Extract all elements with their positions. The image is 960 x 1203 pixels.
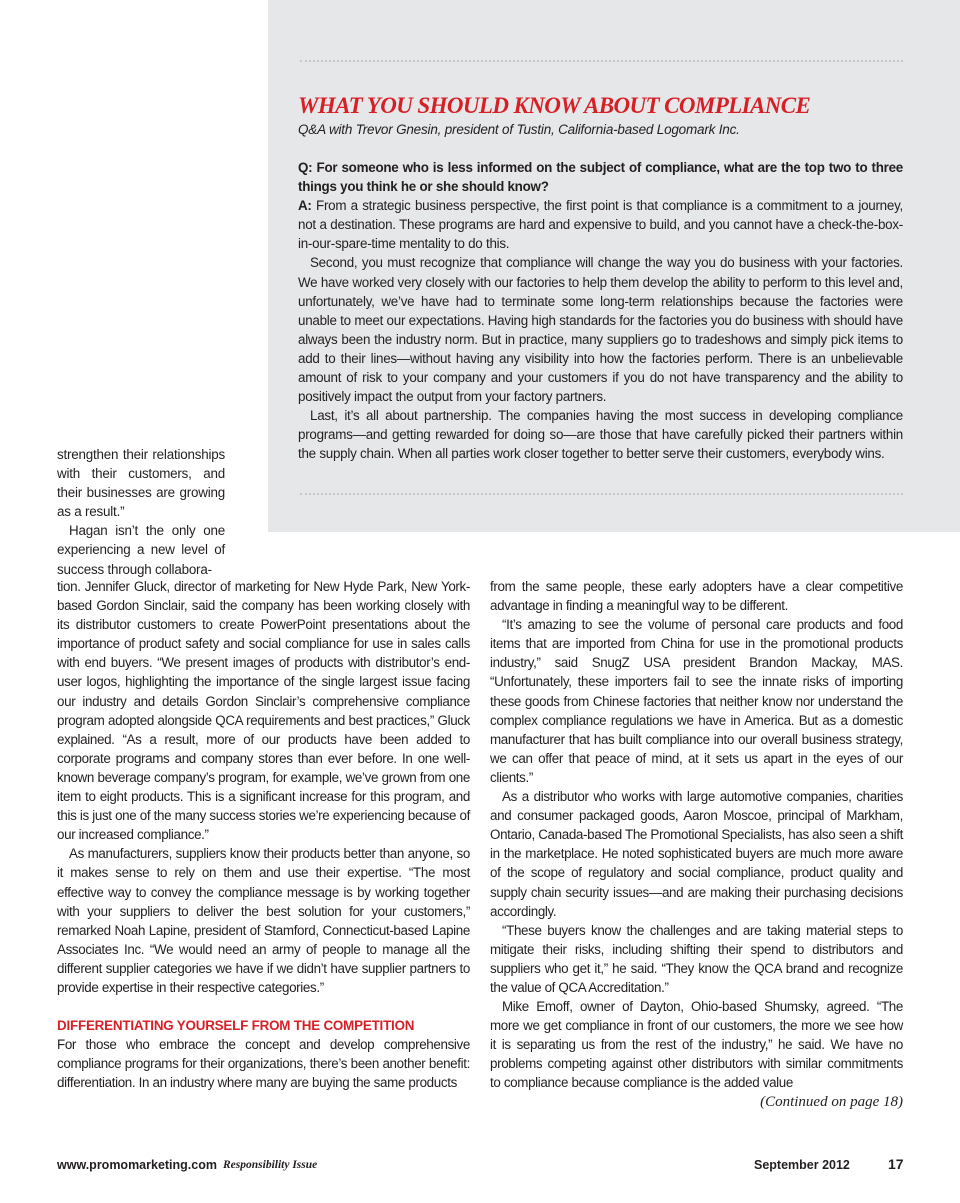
- continued-on-page-note: (Continued on page 18): [760, 1094, 903, 1110]
- body-paragraph: For those who embrace the concept and develop comprehensive compliance programs for their organizations, there’s been another benefit: differentiation. In an industry where many are buying the same products: [57, 1037, 470, 1091]
- body-paragraph: strengthen their relationships with their customers, and their businesses are growing as a result.”: [57, 447, 225, 520]
- sidebar-top-divider: [300, 60, 903, 62]
- sidebar-answer-paragraph: [298, 196, 903, 253]
- page-number: 17: [888, 1156, 904, 1172]
- sidebar-answer-paragraph: Last, it’s all about partnership. The companies having the most success in developing compliance programs—and getting rewarded for doing so—are those that have carefully picked their partners within the supply chain. When all parties work closer together to better serve their customers, everybody wins.: [298, 408, 903, 462]
- sidebar-subtitle: Q&A with Trevor Gnesin, president of Tustin, California-based Logomark Inc.: [298, 122, 740, 137]
- sidebar-question: Q: For someone who is less informed on the subject of compliance, what are the top two to three things you think he or she should know?: [298, 160, 903, 195]
- body-paragraph: As a distributor who works with large automotive companies, charities and consumer packaged goods, Aaron Moscoe, principal of Markham, Ontario, Canada-based The Promotional Specialists, has also seen a shift in the marketplace. He noted sophisticated buyers are much more aware of the scope of regulatory and social compliance, product quality and supply chain security issues—and are making their purchasing decisions accordingly.: [490, 789, 903, 919]
- body-paragraph: tion. Jennifer Gluck, director of marketing for New Hyde Park, New York-based Gordon Sinclair, said the company has been working closely with its distributor customers to create PowerPoint presentations about the importance of product safety and social compliance for use in sales calls with end buyers. “We present images of products with distributor’s end-user logos, highlighting the importance of the single largest issue facing our industry and details Gordon Sinclair’s comprehensive compliance program adopted alongside QCA requirements and best practices,” Gluck explained. “As a result, more of our products have been added to corporate programs and company stores than ever before. In one well-known beverage company’s program, for example, we’ve grown from one item to eight products. This is a significant increase for this program, and this is just one of the many success stories we’re experiencing because of our increased compliance.”: [57, 579, 470, 843]
- footer-url[interactable]: www.promomarketing.com: [57, 1158, 217, 1172]
- sidebar-qa-body: [298, 158, 903, 464]
- sidebar-title: WHAT YOU SHOULD KNOW ABOUT COMPLIANCE: [298, 93, 811, 118]
- section-heading: DIFFERENTIATING YOURSELF FROM THE COMPETITION: [57, 1018, 415, 1034]
- body-paragraph: Hagan isn’t the only one experiencing a new level of success through collabora-: [57, 523, 225, 577]
- narrow-text-column: [57, 445, 225, 579]
- footer-date: September 2012: [754, 1158, 850, 1172]
- answer-text: From a strategic business perspective, the first point is that compliance is a commitment to a journey, not a destination. These programs are hard and expensive to build, and you cannot have a check-the-box-in-our-spare-time mentality to do this.: [298, 198, 903, 252]
- body-paragraph: from the same people, these early adopters have a clear competitive advantage in finding a meaningful way to be different.: [490, 579, 903, 614]
- body-paragraph: As manufacturers, suppliers know their products better than anyone, so it makes sense to rely on them and use their expertise. “The most effective way to convey the compliance message is by working together with your suppliers to deliver the best solution for your customers,” remarked Noah Lapine, president of Stamford, Connecticut-based Lapine Associates Inc. “We would need an army of people to manage all the different supplier categories we have if we didn’t have supplier partners to provide expertise in their respective categories.”: [57, 846, 470, 995]
- sidebar-bottom-divider: [300, 493, 903, 495]
- sidebar-answer-paragraph: Second, you must recognize that compliance will change the way you do business with your factories. We have worked very closely with our factories to help them develop the ability to perform to this level and, unfortunately, we’ve have had to terminate some long-term relationships because the factories were unable to meet our expectations. Having high standards for the factories you do business with should have always been the industry norm. But in practice, many suppliers go to tradeshows and simply pick items to add to their lines—without having any visibility into how the factories perform. There is an unbelievable amount of risk to your company and your customers if you do not have transparency and the ability to positively impact the output from your factory partners.: [298, 255, 903, 405]
- footer-issue-name: Responsibility Issue: [223, 1159, 318, 1171]
- left-text-column: [57, 577, 470, 1092]
- right-text-column: [490, 577, 903, 1093]
- body-paragraph: “These buyers know the challenges and are taking material steps to mitigate their risks, including shifting their spend to distributors and suppliers who get it,” he said. “They know the QCA brand and recognize the value of QCA Accreditation.”: [490, 922, 903, 995]
- body-paragraph: “It’s amazing to see the volume of personal care products and food items that are imported from China for use in the promotional products industry,” said SnugZ USA president Brandon Mackay, MAS. “Unfortunately, these importers fail to see the innate risks of importing these goods from Chinese factories that neither know nor understand the complex compliance regulations we have in America. But as a domestic manufacturer that has built compliance into our overall business strategy, we can offer that peace of mind, at it sets us apart in the eyes of our clients.”: [490, 617, 903, 785]
- body-paragraph: Mike Emoff, owner of Dayton, Ohio-based Shumsky, agreed. “The more we get compliance in front of our customers, the more we see how it is separating us from the rest of the industry,” he said. We have no problems competing against other distributors with similar commitments to compliance because compliance is the added value: [490, 999, 903, 1091]
- answer-label: A:: [298, 198, 312, 214]
